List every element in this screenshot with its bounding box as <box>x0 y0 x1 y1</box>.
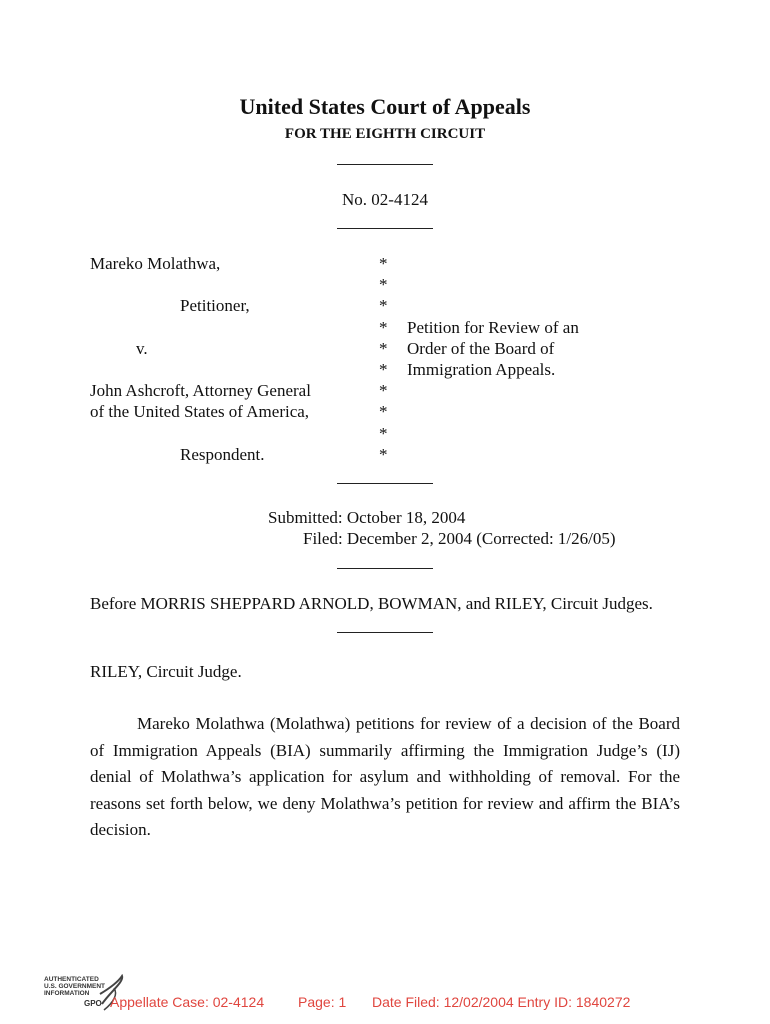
versus: v. <box>136 339 148 358</box>
divider-rule <box>0 620 770 638</box>
footer-case-number: Appellate Case: 02-4124 <box>110 994 265 1010</box>
caption-star: * <box>379 424 388 443</box>
caption-star: * <box>379 275 388 294</box>
opinion-paragraph <box>90 711 680 844</box>
caption-star: * <box>379 381 388 400</box>
caption-star: * <box>379 296 388 315</box>
docket-number: No. 02-4124 <box>342 190 428 209</box>
footer-page-number: Page: 1 <box>298 994 347 1010</box>
respondent-line-2: of the United States of America, <box>90 402 310 421</box>
gpo-badge-text: AUTHENTICATED U.S. GOVERNMENT INFORMATION <box>44 976 106 997</box>
submitted-date: Submitted: October 18, 2004 <box>268 508 466 527</box>
panel-judges: Before MORRIS SHEPPARD ARNOLD, BOWMAN, and RILEY, Circuit Judges. <box>90 594 653 613</box>
court-title: United States Court of Appeals <box>239 94 531 119</box>
opinion-text: Mareko Molathwa (Molathwa) petitions for review of a decision of the Board of Immigration Appeals (BIA) summarily affirming the Immigration Judge’s (IJ) denial of Molathwa’s application for asylum and withholding of removal. For the reasons set forth below, we deny Molathwa’s petition for review and affirm the BIA’s decision. <box>90 714 680 840</box>
petitioner-role: Petitioner, <box>180 296 250 315</box>
gpo-word: GPO <box>84 999 102 1008</box>
divider-rule <box>0 152 770 170</box>
caption-star: * <box>379 402 388 421</box>
petition-line-3: Immigration Appeals. <box>407 360 556 379</box>
respondent-role: Respondent. <box>180 445 265 464</box>
caption-star: * <box>379 339 388 358</box>
footer-date-filed: Date Filed: 12/02/2004 Entry ID: 1840272 <box>372 994 631 1010</box>
caption-star: * <box>379 318 388 337</box>
divider-rule <box>0 471 770 489</box>
caption-star: * <box>379 445 388 464</box>
respondent-line-1: John Ashcroft, Attorney General <box>90 381 311 400</box>
caption-star: * <box>379 360 388 379</box>
petitioner-name: Mareko Molathwa, <box>90 254 221 273</box>
caption-star: * <box>379 254 388 273</box>
circuit-subtitle: FOR THE EIGHTH CIRCUIT <box>284 126 486 142</box>
petition-line-2: Order of the Board of <box>407 339 555 358</box>
filed-date: Filed: December 2, 2004 (Corrected: 1/26/05) <box>303 529 616 548</box>
divider-rule <box>0 216 770 234</box>
petition-line-1: Petition for Review of an <box>407 318 579 337</box>
divider-rule <box>0 556 770 574</box>
opinion-author: RILEY, Circuit Judge. <box>90 662 242 681</box>
